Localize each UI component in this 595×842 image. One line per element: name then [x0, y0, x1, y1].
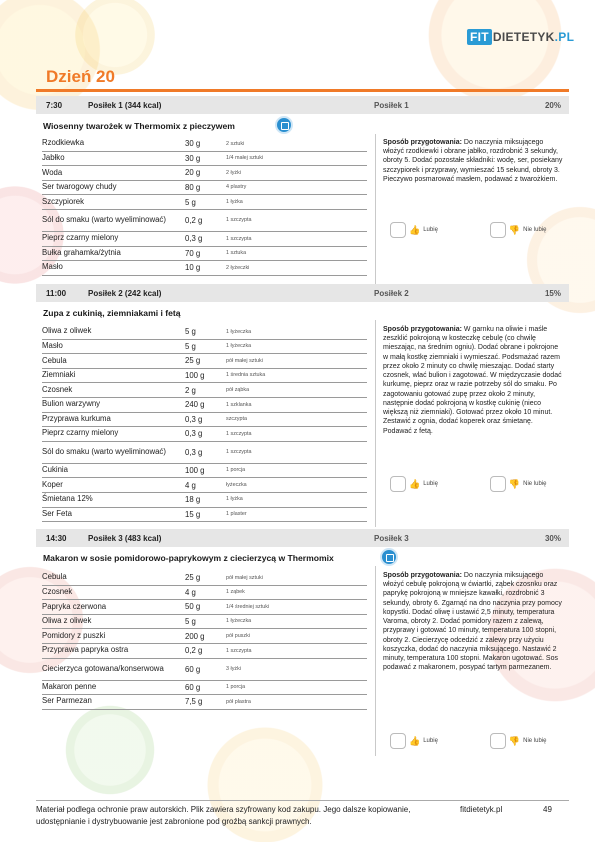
ingredient-row	[42, 478, 367, 493]
recipe-title: Wiosenny twarożek w Thermomix z pieczywem	[43, 121, 235, 131]
ingredient-portion: pół małej sztuki	[226, 357, 263, 364]
ingredient-name: Bulion warzywny	[42, 399, 101, 409]
rating-controls	[390, 476, 546, 492]
ingredient-portion: łyżeczka	[226, 481, 247, 488]
recipe-title: Zupa z cukinią, ziemniakami i fetą	[43, 308, 181, 318]
dislike-checkbox[interactable]	[490, 733, 506, 749]
thumbs-down-icon: 👎	[508, 224, 521, 235]
ingredient-name: Pieprz czarny mielony	[42, 428, 119, 438]
ingredient-name: Sól do smaku (warto wyeliminować)	[42, 446, 166, 456]
meal-name: Posiłek 3 (483 kcal)	[88, 533, 162, 543]
ingredient-name: Cebula	[42, 572, 67, 582]
dislike-checkbox[interactable]	[490, 476, 506, 492]
ingredient-row	[42, 427, 367, 442]
ingredient-name: Koper	[42, 479, 63, 489]
ingredient-quantity: 5 g	[185, 617, 196, 627]
meal-time: 11:00	[46, 288, 67, 298]
meal-time: 7:30	[46, 100, 63, 110]
ingredient-portion: 1 szklanka	[226, 401, 252, 408]
ingredient-quantity: 0,2 g	[185, 215, 203, 225]
lime-decoration	[60, 700, 160, 800]
ingredient-row	[42, 166, 367, 181]
ingredient-name: Śmietana 12%	[42, 494, 93, 504]
ingredient-row	[42, 152, 367, 167]
thumbs-down-icon: 👎	[508, 735, 521, 746]
meal-label: Posiłek 1	[374, 100, 409, 110]
like-label: Lubię	[423, 738, 438, 744]
thermomix-icon	[275, 116, 293, 134]
rating-controls	[390, 733, 546, 749]
ingredient-quantity: 5 g	[185, 327, 196, 337]
ingredient-row	[42, 442, 367, 464]
ingredients-table	[42, 571, 367, 710]
ingredient-quantity: 30 g	[185, 153, 201, 163]
ingredient-portion: 1 szczypta	[226, 647, 252, 654]
ingredient-row	[42, 493, 367, 508]
ingredient-portion: 1 porcja	[226, 684, 246, 691]
ingredient-row	[42, 369, 367, 384]
ingredient-name: Pomidory z puszki	[42, 630, 106, 640]
meal-label: Posiłek 3	[374, 533, 409, 543]
meal-time: 14:30	[46, 533, 67, 543]
ingredient-name: Makaron penne	[42, 681, 97, 691]
ingredient-portion: 1 szczypta	[226, 449, 252, 455]
dislike-label: Nie lubię	[523, 481, 547, 487]
ingredient-portion: 1 sztuka	[226, 250, 247, 257]
ingredient-name: Oliwa z oliwek	[42, 326, 92, 336]
like-label: Lubię	[423, 227, 438, 233]
ingredient-portion: 1 łyżka	[226, 496, 243, 503]
recipe-title: Makaron w sosie pomidorowo-paprykowym z ciecierzycą w Thermomix	[43, 553, 334, 563]
ingredient-quantity: 18 g	[185, 495, 201, 505]
ingredient-row	[42, 137, 367, 152]
ingredient-row	[42, 232, 367, 247]
ingredient-portion: 2 łyżeczki	[226, 264, 250, 271]
citrus-decoration	[420, 0, 570, 110]
ingredient-name: Bułka grahamka/żytnia	[42, 247, 121, 257]
ingredient-quantity: 100 g	[185, 371, 205, 381]
column-divider	[375, 566, 376, 756]
ingredient-quantity: 4 g	[185, 587, 196, 597]
ingredient-row	[42, 181, 367, 196]
ingredient-name: Cukinia	[42, 465, 69, 475]
dislike-label: Nie lubię	[523, 227, 547, 233]
ingredient-row	[42, 571, 367, 586]
meal-name: Posiłek 2 (242 kcal)	[88, 288, 162, 298]
ingredient-row	[42, 644, 367, 659]
ingredient-portion: 3 łyżki	[226, 665, 241, 672]
ingredient-name: Szczypiorek	[42, 196, 85, 206]
ingredient-row	[42, 695, 367, 710]
dislike-label: Nie lubię	[523, 738, 547, 744]
ingredient-name: Masło	[42, 262, 63, 272]
ingredient-portion: 2 łyżki	[226, 169, 241, 176]
ingredient-name: Rzodkiewka	[42, 138, 85, 148]
copyright-notice: Materiał podlega ochronie praw autorskich. Plik zawiera szyfrowany kod zakupu. Jego dalsze kopiowanie, udostępnianie i dystrybuowanie jest zabronione pod groźbą sankcji prawnych.	[36, 805, 411, 826]
ingredient-quantity: 20 g	[185, 168, 201, 178]
ingredient-quantity: 240 g	[185, 400, 205, 410]
ingredient-name: Czosnek	[42, 586, 73, 596]
preparation-text: Sposób przygotowania: Do naczynia miksującego włożyć rzodkiewki i obrane jabłko, rozdrobnić 3 sekundy, obroty 5. Dodać pozostałe składniki: wodę, ser, posiekany szczypiorek i przyprawy, wymieszać 15 sekund, obroty 3. Pieczywo posmarować masłem, podawać z twarożkiem.	[383, 139, 563, 183]
ingredient-row	[42, 210, 367, 232]
ingredient-row	[42, 195, 367, 210]
meal-percent: 20%	[544, 100, 561, 110]
like-label: Lubię	[423, 481, 438, 487]
thumbs-up-icon: 👍	[409, 224, 421, 235]
ingredient-quantity: 0,3 g	[185, 447, 203, 457]
meal-percent: 15%	[544, 288, 561, 298]
meal-header	[36, 96, 569, 114]
thumbs-up-icon: 👍	[409, 735, 421, 746]
ingredient-name: Oliwa z oliwek	[42, 616, 92, 626]
ingredient-portion: 1 plaster	[226, 511, 247, 518]
ingredient-quantity: 25 g	[185, 356, 201, 366]
ingredient-row	[42, 508, 367, 523]
ingredient-name: Ciecierzyca gotowana/konserwowa	[42, 663, 164, 673]
ingredient-quantity: 5 g	[185, 341, 196, 351]
ingredient-portion: 1 ząbek	[226, 589, 245, 596]
ingredient-name: Woda	[42, 167, 63, 177]
ingredient-row	[42, 413, 367, 428]
ingredient-portion: 1 szczypta	[226, 217, 252, 224]
ingredient-quantity: 50 g	[185, 602, 201, 612]
ingredient-portion: 1 średnia sztuka	[226, 372, 266, 379]
citrus-decoration	[520, 200, 595, 320]
ingredient-portion: 1/4 małej sztuki	[226, 155, 264, 162]
dislike-checkbox[interactable]	[490, 222, 506, 238]
ingredient-quantity: 80 g	[185, 183, 201, 193]
ingredient-row	[42, 340, 367, 355]
ingredient-quantity: 0,3 g	[185, 414, 203, 424]
page-title: Dzień 20	[46, 67, 115, 86]
ingredient-quantity: 30 g	[185, 139, 201, 149]
ingredient-name: Ser Parmezan	[42, 696, 92, 706]
ingredient-name: Pieprz czarny mielony	[42, 233, 119, 243]
ingredient-name: Ziemniaki	[42, 370, 76, 380]
ingredient-portion: 2 sztuki	[226, 140, 245, 147]
ingredient-row	[42, 681, 367, 696]
page-number: 49	[543, 805, 552, 814]
meal-name: Posiłek 1 (344 kcal)	[88, 100, 162, 110]
meal-header	[36, 284, 569, 302]
ingredient-name: Cebula	[42, 355, 67, 365]
ingredient-row	[42, 629, 367, 644]
ingredient-portion: 1 łyżeczka	[226, 343, 252, 350]
ingredient-quantity: 25 g	[185, 573, 201, 583]
title-divider	[36, 89, 569, 92]
ingredient-name: Przyprawa kurkuma	[42, 413, 111, 423]
ingredient-portion: 1 szczypta	[226, 430, 252, 437]
footer-divider	[36, 800, 569, 801]
ingredient-quantity: 100 g	[185, 466, 205, 476]
ingredient-row	[42, 398, 367, 413]
ingredient-row	[42, 354, 367, 369]
ingredient-name: Ser twarogowy chudy	[42, 182, 117, 192]
ingredient-portion: pół plastra	[226, 698, 251, 705]
ingredient-quantity: 60 g	[185, 682, 201, 692]
footer-site-link[interactable]: fitdietetyk.pl	[460, 805, 503, 814]
ingredient-quantity: 60 g	[185, 664, 201, 674]
ingredient-quantity: 2 g	[185, 385, 196, 395]
thumbs-down-icon: 👎	[508, 478, 521, 489]
ingredients-table	[42, 325, 367, 522]
ingredient-quantity: 70 g	[185, 248, 201, 258]
ingredient-quantity: 200 g	[185, 631, 205, 641]
ingredient-name: Jabłko	[42, 152, 65, 162]
ingredient-row	[42, 247, 367, 262]
ingredient-name: Papryka czerwona	[42, 601, 107, 611]
ingredient-portion: pół małej sztuki	[226, 574, 263, 581]
ingredient-name: Masło	[42, 340, 63, 350]
ingredient-portion: 4 plastry	[226, 184, 247, 191]
ingredient-portion: 1 łyżeczka	[226, 328, 252, 335]
ingredient-row	[42, 586, 367, 601]
ingredient-row	[42, 261, 367, 276]
ingredient-row	[42, 325, 367, 340]
preparation-text: Sposób przygotowania: W garnku na oliwie i maśle zeszklić pokrojoną w kosteczkę cebulę (co chwilę mieszając, na średnim ogniu). Dodać obrane i pokrojone w małą kostkę ziemniaki i wymieszać. Podsmażać razem przez około 2 minuty co chwilę mieszając. Dodać starty czosnek, wlać bulion i zagotować. W międzyczasie dodać kurkumę, pieprz oraz w razie potrzeby sól do smaku. Po zagotowaniu gotować zupę przez około 2 minuty, następnie dodać pokrojoną w kostkę cukinię (nieco większą niż ziemniaki). Gotować przez około 10 minut. Zestawić z ognia, dodać koperek oraz śmietanę. Podawać z fetą.	[383, 326, 562, 435]
like-checkbox[interactable]	[390, 476, 406, 492]
like-checkbox[interactable]	[390, 733, 406, 749]
column-divider	[375, 134, 376, 284]
ingredients-table	[42, 137, 367, 276]
ingredient-quantity: 4 g	[185, 480, 196, 490]
column-divider	[375, 320, 376, 527]
ingredient-row	[42, 464, 367, 479]
meal-label: Posiłek 2	[374, 288, 409, 298]
ingredient-quantity: 0,3 g	[185, 234, 203, 244]
ingredient-portion: 1 łyżeczka	[226, 618, 252, 625]
ingredient-row	[42, 600, 367, 615]
ingredient-portion: pół puszki	[226, 632, 250, 639]
ingredient-quantity: 0,2 g	[185, 646, 203, 656]
ingredient-portion: 1 łyżka	[226, 198, 243, 205]
ingredient-quantity: 15 g	[185, 509, 201, 519]
ingredient-quantity: 5 g	[185, 197, 196, 207]
ingredient-portion: 1 szczypta	[226, 235, 252, 242]
ingredient-quantity: 0,3 g	[185, 429, 203, 439]
ingredient-portion: szczypta	[226, 416, 247, 423]
ingredient-row	[42, 383, 367, 398]
thermomix-icon	[380, 548, 398, 566]
ingredient-name: Czosnek	[42, 384, 73, 394]
thumbs-up-icon: 👍	[409, 478, 421, 489]
meal-header	[36, 529, 569, 547]
like-checkbox[interactable]	[390, 222, 406, 238]
ingredient-quantity: 10 g	[185, 263, 201, 273]
ingredient-quantity: 7,5 g	[185, 697, 203, 707]
rating-controls	[390, 222, 546, 238]
meal-percent: 30%	[544, 533, 561, 543]
ingredient-name: Ser Feta	[42, 508, 72, 518]
ingredient-portion: pół ząbka	[226, 386, 250, 393]
ingredient-row	[42, 615, 367, 630]
ingredient-portion: 1 porcja	[226, 467, 246, 474]
ingredient-row	[42, 659, 367, 681]
brand-logo: FIT DIETETYK.PL	[467, 30, 574, 44]
ingredient-name: Sól do smaku (warto wyeliminować)	[42, 214, 166, 224]
ingredient-portion: 1/4 średniej sztuki	[226, 603, 270, 610]
ingredient-name: Przyprawa papryka ostra	[42, 645, 129, 655]
preparation-text: Sposób przygotowania: Do naczynia miksującego włożyć cebulę pokrojoną w ćwiartki, ząbek czosnku oraz paprykę pokrojoną w mniejsze kawałki, rozdrobnić 3 sekundy, obroty 6. Zgarnąć na dno naczynia przy pomocy kopystki. Dodać oliwę i ustawić 2,5 minuty, temperatura Varoma, obroty 2. Dodać pomidory razem z zalewą, przyprawy i gotować 10 minuty, temperatura 100 stopni, obroty 2. Ciecierzycę odcedzić z zalewy przy użyciu koszyczka, dodać do naczynia miksującego. Nastawić 2 minuty, temperatura 100 stopni. Makaron ugotować. Sos podawać z makaronem, posypać tartym parmezanem.	[383, 572, 562, 672]
